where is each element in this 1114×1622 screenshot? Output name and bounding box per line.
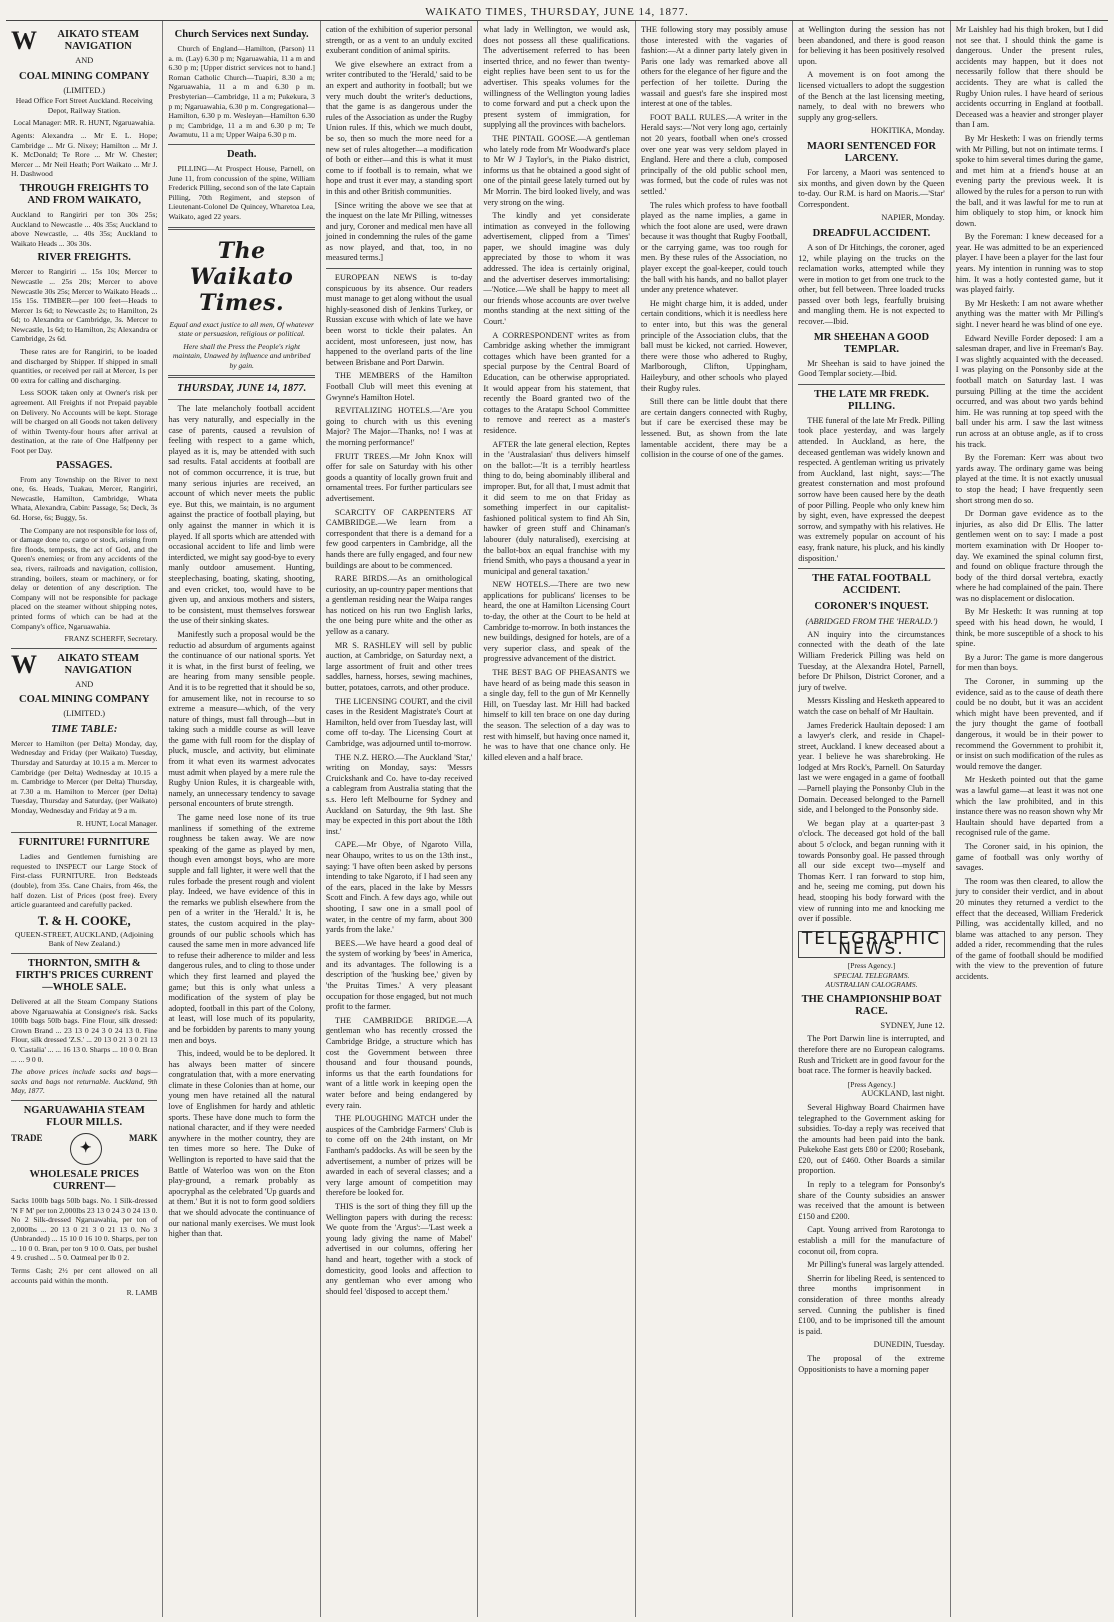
trade-label: TRADE <box>11 1132 43 1143</box>
telegram-paragraph: In reply to a telegram for Ponsonby's share of the County subsidies an answer was received that the amount is between £150 and £200. <box>798 1180 945 1221</box>
ad1-agents: Agents: Alexandra ... Mr E. L. Hope; Cambridge ... Mr G. Nixey; Hamilton ... Mr J. K. McDonald; Te Rore ... Mr W. Chester; Mercer ... Mr Neil Heath; Port Waikato ... Mr J. H. Dashwood <box>11 130 158 179</box>
ad2-and: AND <box>75 679 94 689</box>
timetable-sign: R. HUNT, Local Manager. <box>76 818 158 828</box>
news-note: NEW HOTELS.—There are two new applications for publicans' licenses to be heard, the one at Hamilton Licensing Court to-day, the other at the Court to be held at Cambridge to-morrow. In both instances the new buildings, designed for hotels, are of a very superior class, and speak of the progressive advancement of the district. <box>483 580 630 664</box>
news-note: RARE BIRDS.—As an ornithological curiosity, an up-country paper mentions that a gentleman residing near the Waipa ranges has noticed on his run two English larks, the one being pure white and the other as yellow as a canary. <box>325 574 473 637</box>
dreadful-accident-body: A son of Dr Hitchings, the coroner, aged 12, while playing on the trucks on the reclamation works, attempted while they were in motion to get from one truck to the other, but fell between. Three loaded trucks passed over both legs, fearfully bruising and mangling them. He is not expected to recover.—Ibid. <box>798 242 945 327</box>
inquest-paragraph: By the Foreman: Kerr was about two yards away. The ordinary game was being played at the time. It is not exactly unusual to stop the head; I have frequently seen short strong men do so. <box>955 453 1104 505</box>
news-note: A CORRESPONDENT writes as from Cambridge asking whether the immigrant cottages which have been granted for a special purpose by the Central Board of Education, can be otherwise appropriated. It would appear from his statement, that recently the Board granted two of the cottages to the Aratapu School Committee to remove and reerect as a master's residence. <box>483 330 630 435</box>
news-note: THE PLOUGHING MATCH under the auspices of the Cambridge Farmers' Club is to come off on the 24th instant, on Mr Fantham's paddocks. As will be seen by the advertisement, a number of prizes will be awarded in each of several classes; and a very large amount of competition may therefore be looked for. <box>325 1114 473 1198</box>
inquest-paragraph: The room was then cleared, to allow the jury to consider their verdict, and in about 20 minutes they returned a verdict to the effect that the deceased, William Frederick Pilling, was accidentally killed, and no blame was attached to any person. They added a rider, recommending that the rules of the game of football should be modified with the view to the prevention of future accidents. <box>955 876 1104 982</box>
furniture-body: Ladies and Gentlemen furnishing are requested to INSPECT our Large Stock of First-class FURNITURE. Iron Bedsteads (double), from 35s. Cane Chairs, from 46s, the half dozen. List of Prices (post free). Every article guaranteed and carefully packed. <box>11 852 158 910</box>
editorial-paragraph: We give elsewhere an extract from a writer contributed to the 'Herald,' said to be an expert and authority in football; but we very much doubt the writer's deductions, that the game is as dangerous under the rules of the Association as under the Rugby Union rules. If this, which we much doubt, be so, then so much the more need for a new set of rules altogether—a modification of both or either—and this is what it must come to if football is to remain, what we hope and trust it ever may, a standing sport in this and other British communities. <box>325 59 473 196</box>
ad1-manager: Local Manager: MR. R. HUNT, Ngaruawahia. <box>13 118 155 128</box>
wholesale-body: Sacks 100lb bags 50lb bags. No. 1 Silk-dressed 'N F M' per ton 2,000lbs 23 13 0 24 3 0 24 13 0. No 2 Silk-dressed Ngaruawahia, per ton of 2,000lbs ... 20 13 0 21 3 0 21 13 0. No 3 (Unbranded) ... 15 10 0 16 10 0. Sharps, per ton ... 10 0 0. Bran, per ton 9 10 0. Oats, per bushel 4 9. crushed ... 5 0. Oatmeal per lb 0 2. <box>11 1195 158 1263</box>
editorial-dateline: THURSDAY, JUNE 14, 1877. <box>177 383 307 395</box>
nameplate: The Waikato Times. <box>190 237 294 316</box>
boat-race-title: THE CHAMPIONSHIP BOAT RACE. <box>801 993 942 1017</box>
inquest-paragraph: The Coroner, in summing up the evidence, said as to the cause of death there could be no doubt, but it was an accident which might have been prevented, and if the jury thought the game of football dangerous, it would be in their power to recommend the Government to prohibit it, or insist on such modification of the rules as would remove the danger. <box>955 677 1104 771</box>
company-sign: FRANZ SCHERFF, Secretary. <box>64 634 158 644</box>
ad1-notes: Less SOOK taken only at Owner's risk per agreement. All Freights if not Prepaid payable on Delivery. No Accounts will be kept. Storage will be charged on all Goods not taken delivery of within Twenty-four hours after arrival at destination, at the rate of One Halfpenny per Foot per Day. <box>11 388 158 455</box>
ad1-office: Head Office Fort Street Auckland. Receiving Depot, Railway Station. <box>15 96 153 115</box>
inquest-paragraph: By Mr Hesketh: I was on friendly terms with Mr Pilling, but not on intimate terms. I spoke to him several times during the game, and met him at a friend's house at an evening party the previous week. It is allowed by the rules for a person to run with the ball, and it was lawful for me to run at him obliquely to stop him, or knock him down. <box>955 133 1104 228</box>
trade-mark-logo-icon: ✦ <box>70 1133 102 1165</box>
running-header: WAIKATO TIMES, THURSDAY, JUNE 14, 1877. <box>6 4 1108 21</box>
inquest-paragraph: By Mr Hesketh: It was running at top speed with his head down, he would, I think, be more susceptible of a shock to his spine. <box>955 607 1104 649</box>
motto-1: Equal and exact justice to all men, Of whatever state or persuasion, religious or political. <box>169 319 314 339</box>
divider <box>168 399 314 400</box>
editorial-paragraph: This, indeed, would be to be deplored. It has always been matter of sincere congratulation that, with a more enervating climate in these Colonies than at home, our young men have retained all the natural love of Englishmen for hardy and athletic sports. These have done much to form the national character, and if they were needed anywhere in the mother country, they are ten times more so here. The Duke of Wellington is reported to have said that the Battle of Waterloo was won on the Eton play-ground, a remark probably as apocryphal as the celebrated 'Up guards and at them.' But it is not to form good soldiers that we should advocate the continuance of our national manly exercises. We must look higher than that. <box>168 1049 315 1239</box>
australian-calograms: AUSTRALIAN CALOGRAMS. <box>825 980 918 990</box>
divider <box>11 832 157 833</box>
columns <box>6 21 1108 1617</box>
timetable-title: TIME TABLE: <box>51 723 118 735</box>
news-note: THE CAMBRIDGE BRIDGE.—A gentleman who has recently crossed the Cambridge Bridge, a structure which has cost the Government between three thousand and four thousand pounds, informs us that the earth foundations for want of a little work in keeping open the water before and being endangered by every rain. <box>325 1015 473 1110</box>
sheehan-title: MR SHEEHAN A GOOD TEMPLAR. <box>813 331 930 355</box>
column-5 <box>636 21 793 1617</box>
news-note: THE BEST BAG OF PHEASANTS we have heard of as being made this season in a single day, fell to the gun of Mr Kennelly Hill, on Tuesday last. Mr Hill had backed himself to kill ten brace on one day during the season. The selection of a day was to rest with himself, but having once named it, he was to have that one chance only. He killed eleven and a half brace. <box>483 668 630 762</box>
divider <box>11 648 157 649</box>
wholesale-terms: Terms Cash; 2½ per cent allowed on all accounts paid within the month. <box>11 1266 158 1285</box>
news-note: MR S. RASHLEY will sell by public auction, at Cambridge, on Saturday next, a large assortment of fruit and other trees saddles, harness, horses, sewing machines, butter, potatoes, carrots, and other produce. <box>325 640 473 693</box>
news-note: THE LICENSING COURT, and the civil cases in the Resident Magistrate's Court at Hamilton, held over from Tuesday last, will come off to-day. The Licensing Court at Cambridge, was adjourned until to-morrow. <box>325 696 473 748</box>
news-note: REVITALIZING HOTELS.—'Are you going to church with us this evening Major? The Major—Thanks, no! I was at the morning performance!' <box>325 406 473 447</box>
passages-body: From any Township on the River to next one, 6s. Heads, Tuakau, Mercer, Rangiriri, Newcastle, Hamilton, Cambridge, Whata Whata, Alexandra, Cabin: Passage, 5s; Deck, 3s 6d. Horse, 6s; Buggy, 5s. <box>11 474 158 522</box>
wholesale-sign: R. LAMB <box>126 1288 158 1298</box>
editorial-paragraph: The late melancholy football accident has very naturally, and especially in the case of parents, caused a revulsion of feeling with respect to a game which, played as it is, may be attended with such sad results. Fatal accidents at football are not of common occurrence, it is true, but many serious injuries are received, an account of which never meets the public eye. But this, we maintain, is no argument against the practice of football playing, but only against the manner in which it is played. If all sports which are attended with occasional accident to life and limb were interdicted, we might say good-bye to every manly outdoor amusement. Hunting, steeplechasing, boating, skating, shooting, and even cricket, too, would have to be given up, and anxious mothers and sisters, to be consistent, must themselves forswear the use of their sinking skates. <box>168 404 315 626</box>
ad1-river-body: Mercer to Rangiriri ... 15s 10s; Mercer to Newcastle ... 25s 20s; Mercer to above Newcastle 30s 25s; Mercer to Waikato Heads ... 15s 15s. TIMBER—per 100 feet—Heads to Mercer 1s 6d; to Newcastle 2s; to Hamilton, 2s 6d; to Alexandra or Cambridge, 3s. Mercer to Newcastle, 1s 6d; to Hamilton, 2s; Alexandra or Cambridge, 2s 6d. <box>11 267 158 344</box>
motto-2: Here shall the Press the People's right maintain, Unawed by influence and unbribed by gain. <box>172 341 311 370</box>
boat-race-body: The Port Darwin line is interrupted, and therefore there are no European calograms. Rush and Trickett are in good favour for the boat race. The former is heavily backed. <box>798 1034 945 1076</box>
death-title: Death. <box>226 148 257 160</box>
inquest-paragraph: We began play at a quarter-past 3 o'clock. The deceased got hold of the ball about 5 o'clock, and began running with it towards Ponsonby goal. He passed through all our side except two—myself and Thomas Kerr. I ran forward to stop him, and he, seeing me coming, put down his head, stooping his body forward with the view of running into me and knocking me over if possible. <box>798 818 945 924</box>
maori-larceny-title: MAORI SENTENCED FOR LARCENY. <box>807 140 936 164</box>
editorial-paragraph: cation of the exhibition of superior personal strength, or as a vent to an unduly excited exuberant condition of animal spirits. <box>325 25 473 56</box>
news-note: THIS is the sort of thing they fill up the Wellington papers with during the recess: We quote from the 'Argus':—'Last week a young lady giving the name of Mabel' advertised in our columns, offering her hand and heart, together with a stock of domesticity, good looks and affection to any gentleman who ever among who should feel 'disposed to accept them.' <box>325 1201 473 1296</box>
company-notice: The Company are not responsible for loss of, or damage done to, cargo or stock, arising from fire floods, tempests, the act of God, and the Queen's enemies; or from any accidents of the sea, rivers, railroads and navigation, collision, stranding, boilers, steam or machinery, or for delay or detention of any description. The Company will not be responsible for package placed on the steamer without shipping notes, printed forms of which can be had at the Company's office, Ngaruawahia. <box>11 525 158 631</box>
news-note: Still there can be little doubt that there are certain dangers connected with Rugby, but if care be exercised these may be lessened. But, as shown from the late lamentable accident, there may be a collision in the course of one of the games. <box>640 397 788 460</box>
dreadful-accident-title: DREADFUL ACCIDENT. <box>812 227 931 239</box>
news-note: THE MEMBERS of the Hamilton Football Club will meet this evening at Gwynne's Hamilton Hotel. <box>325 371 473 402</box>
ad1-freights-title: THROUGH FREIGHTS TO AND FROM WAIKATO, <box>19 182 149 206</box>
news-note: BEES.—We have heard a good deal of the system of working by 'bees' in America, and its advantages. The following is a description of the 'husking bee,' given by 'the Pruitas Times.' A very pleasant occupation for those engaged, but not much profit to the farmer. <box>325 938 473 1012</box>
news-note: FRUIT TREES.—Mr John Knox will offer for sale on Saturday with his other goods a quantity of locally grown fruit and ornamental trees. For further particulars see advertisement. <box>325 451 473 503</box>
dunedin-body: The proposal of the extreme Oppositionists to have a morning paper <box>798 1353 945 1374</box>
column-advertisements <box>6 21 163 1617</box>
inquest-paragraph: Dr Dorman gave evidence as to the injuries, as also did Dr Ellis. The latter gentlemen went on to say: I made a post mortem examination with Dr Hooper to-day. We examined the spinal column first, and found on oblique fracture through the body of the third dorsal vertebra, exactly where he had complained of the pain. There was no displacement or dislocation. <box>955 509 1104 603</box>
sheehan-body: Mr Sheehan is said to have joined the Good Templar society.—Ibid. <box>798 358 945 379</box>
press-agency: [Press Agency.] <box>847 960 896 970</box>
inquest-paragraph: Mr Laishley had his thigh broken, but I did not see that. I should think the game is dangerous. Under the present rules, accidents may happen, but it does not necessarily follow that there should be accidents. They are what is called the Rugby Union rules. I have heard of serious accidents occurring in England at football. Deceased was a heavier and stronger player than I am. <box>955 25 1104 130</box>
hokitika-dateline: HOKITIKA, Monday. <box>870 126 945 136</box>
church-services-body: Church of England—Hamilton, (Parson) 11 a. m. (Lay) 6.30 p m; Ngaruawahia, 11 a m and 6.30 p m; [Upper district services not to hand.] Roman Catholic Church—Tuapiri, 8.30 a m; Ngaruawahia, 11 a m and 6.30 p m. Presbyterian—Cambridge, 11 a m; Pukekura, 3 p m; Ngaruawahia, 6.30 p m. Congregational—Hamilton, 6.30 p m. Wesleyan—Hamilton 6.30 p m; Cambridge, 11 a m and 6.30 p m; Te Awamutu, 11 a m; Upper Waipa 6.30 p m. <box>168 44 315 140</box>
dropcap-w: W <box>11 26 37 55</box>
editorial-paragraph: The game need lose none of its true manliness if something of the extreme roughness be taken away. We are now speaking of the game as played by men, though even amongst boys, who are more supple and fall lighter, it were well that the rules forbade the present rough and violent play. Indeed, we have evidence of this in the remarks we publish elsewhere from the pen of a writer in the 'Herald.' It is, he states, the custom acquired in the play-grounds of our public schools which has caused the same men in more advanced life to refuse their adherence to milder and less dangerous rules, and to cling to those under which they first learned and played the game; but this is only what unless a modification of the system of play be adopted, football in this part of the Colony, at least, will lose much of its popularity, and be forbidden by parents to many young men and boys. <box>168 813 315 1045</box>
column-4 <box>478 21 635 1617</box>
news-note: THE PINTAIL GOOSE.—A gentleman who lately rode from Mr Woodward's place to Mr W J Taylor's, in the Piako district, informs us that he obtained a good sight of one of the pintail geese lately turned out by Mr Morrin. The bird looked lively, and was very strong on the wing. <box>483 133 630 207</box>
inquest-subtitle: (ABRIDGED FROM THE 'HERALD.') <box>805 616 938 627</box>
news-note: FOOT BALL RULES.—A writer in the Herald says:—'Not very long ago, certainly not 20 years, football when one's crossed over one year was very seldom played in England. Here and there a club, composed principally of the old public school men, was formed, but the code of rules was not settled.' <box>640 112 788 196</box>
death-notice: PILLING—At Prospect House, Parnell, on June 11, from concussion of the spine, William Frederick Pilling, second son of the late Captain Pilling, 70th Regiment, and stepson of Lieutenant-Colonel De Quincey, Wharetoa Lea, Waikato, aged 22 years. <box>168 163 315 221</box>
ad-steam-nav-1: W AIKATO STEAM NAVIGATION <box>11 26 140 55</box>
divider <box>11 1100 157 1101</box>
maori-larceny-body: For larceny, a Maori was sentenced to six months, and given down by the Queen to-day. Our R.M. is hard on Maoris.—'Star' Correspondent. <box>798 167 945 209</box>
news-note: He might charge him, it is added, under certain conditions, which it is needless here to enter into, but this was the general principle of the Association clubs, that the ball must be kicked, not carried. However, there were those who adhered to Rugby, Marlborough, Clifton, Uppingham, Haileybury, and other schools who played their Rugby rules. <box>640 298 788 393</box>
ad1-and: AND <box>75 56 94 65</box>
cooke-address: QUEEN-STREET, AUCKLAND, (Adjoining Bank of New Zealand.) <box>14 929 154 949</box>
inquest-paragraph: AN inquiry into the circumstances connected with the death of the late William Frederick Pilling was held on Tuesday, at the Alexandra Hotel, Parnell, before Dr Philson, District Coroner, and a jury of twelve. <box>798 629 945 692</box>
ad2-company: COAL MINING COMPANY <box>18 694 150 706</box>
news-note: AFTER the late general election, Reptes in the 'Australasian' thus delivers himself on the ballot:—'It is a terribly heartless thing to do, being abominably illiberal and improper. But, for all that, I must admit that it did seem to me on that Friday as something imperfect in our capitalist-fashioned political system to find Ah Sin, hawker of green stuff and Chinaman's labourer (duly naturalised), exercising at the ballot-box an equal franchise with my friend Smith, who pays a thousand a year in municipal and general taxation.' <box>483 439 630 576</box>
timetable-body: Mercer to Hamilton (per Delta) Monday, day, Wednesday and Friday (per Waikato) Tuesday, Thursday and Saturday at 10.15 a m. Mercer to Cambridge (per Delta) Wednesday at 10.15 a m. Cambridge to Mercer (per Delta) Thursday, at 7.30 a m. Hamilton to Mercer (per Delta) Tuesday, Thursday and Saturday, (per Waikato) Monday, Wednesday and Friday at 9 a m. <box>11 738 158 816</box>
column-2 <box>163 21 320 1617</box>
divider <box>168 144 314 145</box>
news-note: CAPE.—Mr Obye, of Ngaroto Villa, near Ohaupo, writes to us on the 13th inst., saying: 'I have often been asked by persons intending to take Ngaroto, if I had seen any of the ears, placed in the lake by Messrs Scott and Finch. A few days ago, while out shooting, I saw one in a small pool of water, in the centre of my farm, about 300 yards from the lake.' <box>325 840 473 935</box>
mark-label: MARK <box>128 1132 158 1143</box>
trade-mark-row <box>11 1133 157 1165</box>
inquest-paragraph: The Coroner said, in his opinion, the game of football was only worthy of savages. <box>955 841 1104 873</box>
wholesale-title: WHOLESALE PRICES CURRENT— <box>29 1168 139 1192</box>
news-note: THE following story may possibly amuse those interested with the vagaries of fashion:—At a dinner party lately given in Paris one lady was remarked above all others for the elegance of her figure and the perfection of her toilette. During the wassail and guest's fare she inspired most interest at one of the tables. <box>640 25 788 109</box>
pilling-title: THE LATE MR FREDK. PILLING. <box>814 388 929 412</box>
inquest-title: CORONER'S INQUEST. <box>814 601 929 613</box>
inquest-paragraph: By Mr Hesketh: I am not aware whether anything was the matter with Mr Pilling's sight. I never heard he was blind of one eye. <box>955 298 1104 330</box>
auckland-dateline: AUCKLAND, last night. <box>861 1089 945 1099</box>
inquest-paragraph: Messrs Kissling and Hesketh appeared to watch the case on behalf of Mr Haultain. <box>798 696 945 716</box>
pilling-body: THE funeral of the late Mr Fredk. Pilling took place yesterday, and was largely attended. In Auckland, as here, the deceased gentleman was widely known and respected. A gentleman writing us privately from Auckland, last night, says:—'The greatest consternation and most profound sorrow have been caused here by the death of poor Pilling. People who only knew him by sight, even, have expressed the deepest sorrow, and sympathy with his relatives. He was extremely popular on account of his easy, frank nature, his pluck, and his kindly disposition.' <box>798 415 945 563</box>
ad2-limited: (LIMITED.) <box>63 709 106 719</box>
news-note: SCARCITY OF CARPENTERS AT CAMBRIDGE.—We learn from a correspondent that there is a demand for a few good carpenters in Cambridge, all the hands there are fully engaged, and four new buildings are about to be commenced. <box>325 507 473 570</box>
ad1-rates: These rates are for Rangiriri, to be loaded and discharged by Shipper. If shipped in small quantities, or received per rail at Mercer, 1s per 00 extra for calling and discharging. <box>11 347 158 385</box>
telegram-paragraph: Capt. Young arrived from Rarotonga to establish a mill for the manufacture of coconut oil, from copra. <box>798 1225 945 1256</box>
news-note: The kindly and yet considerate intimation as conveyed in the following advertisement, clipped from a 'Times' paper, we should imagine was duly appreciated by those to whom it was addressed. The idea is certainly original, and the advertiser deserves immortalising:—'Notice.—We shall be happy to meet all our friends whose accounts are over twelve months standing at the next sitting of the Court.' <box>483 211 630 327</box>
divider <box>798 568 944 569</box>
telegram-paragraph: Sherrin for libeling Reed, is sentenced to three months imprisonment in consideration of three months already served. Cunning the publisher is fined £100, and to be imprisoned till the amount is paid. <box>798 1273 945 1336</box>
editorial-paragraph: [Since writing the above we see that at the inquest on the late Mr Pilling, witnesses and jury, Coroner and medical men have all joined in condemning the rules of the game as now played, and that, too, in no measured terms.] <box>325 200 473 263</box>
column-7 <box>951 21 1108 1617</box>
fatal-accident-title: THE FATAL FOOTBALL ACCIDENT. <box>812 573 931 597</box>
mill-title: NGARUAWAHIA STEAM FLOUR MILLS. <box>23 1104 145 1128</box>
inquest-paragraph: James Frederick Haultain deposed: I am a lawyer's clerk, and reside in Chapel-street, Auckland. I knew deceased about a year. I believe he was sharebroking. He lodged at Mrs Rock's, Parnell. On Saturday last we were engaged in a game of football—Parnell playing the Ponsonby Club in the Domain. Deceased belonged to the Parnell side, and I belonged to the Ponsonby side. <box>798 720 945 815</box>
news-note: EUROPEAN NEWS is to-day conspicuous by its absence. Our readers must manage to get along without the usual highly-seasoned dish of Jenkins Turkey, or Russian excuse with which of late we have been worst to tickle their palates. An accident, most unforeseen, just now, has happened to the overland parts of the line between Brisbane and Port Darwin. <box>325 273 473 367</box>
furniture-title: FURNITURE! FURNITURE <box>18 837 150 849</box>
thornton-body: Delivered at all the Steam Company Stations above Ngaruawahia at Consignee's risk. Sacks 100lb bags 50lb bags. Fine Flour, silk dressed: Crown Brand ... 23 13 0 24 3 0 24 13 0. Fine Flour, silk dressed 'Z.S.' ... 20 13 0 21 3 0 21 13 0. 'Castalia' ... ... 16 13 0. Sharps ... 10 0 0. Bran ... ... 9 0 0. <box>11 996 158 1064</box>
dunedin-dateline: DUNEDIN, Tuesday. <box>873 1340 945 1350</box>
ad1-river-title: RIVER FREIGHTS. <box>37 252 131 264</box>
special-telegrams: SPECIAL TELEGRAMS. <box>833 970 910 980</box>
telegraphic-news-title: TELEGRAPHIC NEWS. <box>798 931 944 958</box>
news-note: The rules which profess to have football played as the name implies, a game in which the foot alone are used, were drawn because it was thought that Rugby Football, or the carrying game, was too rough for men. By these rules of the Association, no player except the goal-keeper, could touch the ball with his hands, and no ballot player under any pretence whatever. <box>640 200 788 295</box>
divider <box>326 268 472 269</box>
ad1-limited: (LIMITED.) <box>63 85 106 95</box>
passages-title: PASSAGES. <box>56 459 113 471</box>
ad1-freights-body: Auckland to Rangiriri per ton 30s 25s; Auckland to Newcastle ... 40s 35s; Auckland to above Newcastle, ... 40s 35s; Auckland to Waikato Heads ... 30s 30s. <box>11 209 158 248</box>
thornton-note: The above prices include sacks and bags—sacks and bags not returnable. Auckland, 9th May, 1877. <box>11 1067 158 1096</box>
news-note: what lady in Wellington, we would ask, does not possess all these qualifications. The advertisement referred to has been inserted thrice, and no fewer than twenty-eight replies have been sent to us for the advertiser. This speaks volumes for the willingness of the Wellington young ladies to come forward and put a check upon the present system of immigration, for supplying all the provinces with bachelors. <box>483 25 630 130</box>
divider <box>798 384 944 385</box>
church-services-title: Church Services next Sunday. <box>174 29 309 40</box>
divider <box>11 953 157 954</box>
telegram-paragraph: Mr Pilling's funeral was largely attended. <box>807 1260 945 1270</box>
editorial-paragraph: Manifestly such a proposal would be the reductio ad absurdum of arguments against the continuance of our national sports. Yet it is what, in the first burst of feeling, we are hearing from many sensible people. And it is to be regretted that it should be so, for amusement like, not in recourse to so extreme a measure—which, of the very nature of things, must fall through—but in taking such a middle course as will leave the game with full room for the display of pluck, muscle, and activity, but eliminate from it what even its warmest advocates must admit when played by a mere rule the Rugby Union Rules, it is chargeable with, namely, an unnecessary tendency to savage personal encounters of brute strength. <box>168 629 315 809</box>
inquest-paragraph: By a Juror: The game is more dangerous for men than boys. <box>955 652 1104 673</box>
inquest-paragraph: Edward Neville Forder deposed: I am a salesman draper, and live in Freeman's Bay. I was slightly acquainted with the deceased. I was playing on the Ponsonby side at the football match on Saturday last. I was pursuing Pilling at the time the accident occurred, and was about two yards behind him. He was running at top speed with the ball under his arm. I saw the last witness run across at an obtuse angle, as if to cross his track. <box>955 333 1104 449</box>
inquest-paragraph: Mr Hesketh pointed out that the game was a lawful game—at least it was not one which the law prohibited, and in this instance there was no reason shown why Mr Haultain should have departed from a recognised rule of the game. <box>955 775 1104 838</box>
cooke-name: T. & H. COOKE, <box>37 913 131 928</box>
ad-steam-nav-2: W AIKATO STEAM NAVIGATION <box>11 649 140 679</box>
column-6 <box>793 21 950 1617</box>
press-agency: [Press Agency.] <box>847 1079 896 1089</box>
napier-dateline: NAPIER, Monday. <box>881 213 945 223</box>
column-3 <box>321 21 478 1617</box>
sydney-dateline: SYDNEY, June 12. <box>880 1020 945 1030</box>
news-note: THE N.Z. HERO.—The Auckland 'Star,' writing on Monday, says: 'Messrs Cruickshank and Co. have to-day received a cablegram from Australia stating that the s.s. Hero left Melbourne for Sydney and Auckland on Saturday, the 9th last. She may be expected in this port about the 18th inst.' <box>325 752 473 836</box>
inquest-paragraph: By the Foreman: I knew deceased for a year. He was admitted to be an experienced player. I have been a player for the last four years. My intention in running was to stop him. It was a hotly contested game, but it was played fairly. <box>955 232 1104 295</box>
divider <box>168 375 314 378</box>
news-note: A movement is on foot among the licensed victuallers to adopt the suggestion of the Bench at the last licensing meeting, namely, to deal with no brewers who supply any grog-sellers. <box>798 70 945 122</box>
divider <box>168 227 314 230</box>
telegram-paragraph: Several Highway Board Chairmen have telegraphed to the Government asking for subsidies. To-day a reply was received that the amounts had been paid into the bank. Pukekohe East gets £80 or £200; Rosebank, £20, out of £460. Other Boards a similar proportion. <box>798 1102 945 1176</box>
news-note: at Wellington during the session has not been abandoned, and there is good reason for believing it has been positively resolved upon. <box>798 25 945 66</box>
ad1-company: COAL MINING COMPANY <box>18 70 150 82</box>
dropcap-w: W <box>11 649 37 679</box>
thornton-title: THORNTON, SMITH & FIRTH'S PRICES CURRENT—WHOLE SALE. <box>15 957 153 993</box>
